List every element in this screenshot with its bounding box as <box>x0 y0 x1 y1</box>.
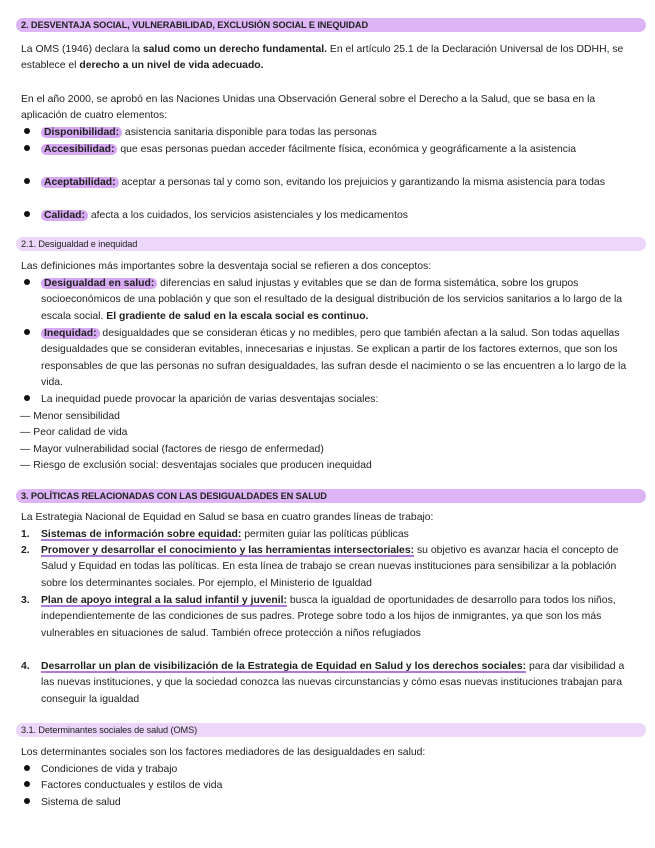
bullet-icon <box>24 329 30 335</box>
term-highlight: Inequidad: <box>41 328 100 339</box>
bullet-icon <box>24 279 30 285</box>
item-text: diferencias en salud injustas y evitables que se dan de forma sistemática, sobre los grupos socioeconómicos de una población y que son el resultado de la desigual distribución de los servicios sanitarios a lo largo de la escala social. <box>41 278 623 322</box>
s31-list-item <box>21 762 635 778</box>
item-text: asistencia sanitaria disponible para todas las personas <box>122 127 377 138</box>
bullet-icon <box>24 145 30 151</box>
section-3-heading <box>16 489 646 503</box>
dash-item: — Menor sensibilidad <box>20 411 120 422</box>
term-highlight: Accesibilidad: <box>41 144 117 155</box>
bullet-icon <box>24 798 30 804</box>
section-3-1-title: 3.1. Determinantes sociales de salud (OMS) <box>21 725 198 735</box>
term-underlined: Plan de apoyo integral a la salud infantil y juvenil: <box>41 595 287 606</box>
s21-intro: Las definiciones más importantes sobre la desventaja social se refieren a dos conceptos: <box>21 261 432 272</box>
s3-list-item <box>21 593 635 642</box>
item-text: busca la igualdad de oportunidades de desarrollo para todos los niños, independientemente de las condiciones de sus padres. Protege sobre todo a los hijos de inmigrantes, ya que son los más vulnerables en situaciones de salud. También ofrece protección a niños refugiados <box>41 595 616 639</box>
bullet-icon <box>24 781 30 787</box>
s2-list-item <box>21 208 635 224</box>
section-3-1-heading <box>16 723 646 737</box>
term-highlight: Calidad: <box>41 210 88 221</box>
term-underlined: Sistemas de información sobre equidad: <box>41 529 242 540</box>
section-2-1-heading <box>16 237 646 251</box>
section-3-title: 3. POLÍTICAS RELACIONADAS CON LAS DESIGUALDADES EN SALUD <box>21 491 327 501</box>
term-highlight: Aceptabilidad: <box>41 177 119 188</box>
s2-p1-bold-d: derecho a un nivel de vida adecuado. <box>79 60 264 72</box>
s31-intro: Los determinantes sociales son los factores mediadores de las desigualdades en salud: <box>21 747 426 758</box>
s3-list-item <box>21 543 635 592</box>
item-text: Condiciones de vida y trabajo <box>41 764 178 775</box>
s2-paragraph-2: En el año 2000, se aprobó en las Naciones Unidas una Observación General sobre el Derecho a la Salud, que se basa en la aplicación de cuatro elementos: <box>21 94 596 122</box>
s2-list-item <box>21 142 635 158</box>
s3-list-item <box>21 659 635 708</box>
dash-item: — Peor calidad de vida <box>20 427 128 438</box>
dash-item: — Mayor vulnerabilidad social (factores de riesgo de enfermedad) <box>20 444 324 455</box>
section-2-heading <box>16 18 646 32</box>
s2-p1-text-a: La OMS (1946) declara la <box>21 44 143 55</box>
term-underlined: Promover y desarrollar el conocimiento y las herramientas intersectoriales: <box>41 545 415 556</box>
item-text: que esas personas puedan acceder fácilmente física, económica y geográficamente a la asistencia <box>117 144 577 155</box>
s31-list-item <box>21 778 635 794</box>
item-text: afecta a los cuidados, los servicios asistenciales y los medicamentos <box>88 210 408 221</box>
item-text: La inequidad puede provocar la aparición de varias desventajas sociales: <box>41 394 379 405</box>
s3-intro: La Estrategia Nacional de Equidad en Salud se basa en cuatro grandes líneas de trabajo: <box>21 512 434 523</box>
s21-list-item <box>21 392 635 408</box>
item-bold-text: El gradiente de salud en la escala social es continuo. <box>106 310 369 322</box>
item-text: Factores conductuales y estilos de vida <box>41 780 223 791</box>
term-highlight: Desigualdad en salud: <box>41 278 157 289</box>
term-highlight: Disponibilidad: <box>41 127 122 138</box>
bullet-icon <box>24 178 30 184</box>
s2-paragraph-1 <box>21 42 638 75</box>
item-number: 3. <box>21 595 30 606</box>
section-2-title: 2. DESVENTAJA SOCIAL, VULNERABILIDAD, EXCLUSIÓN SOCIAL E INEQUIDAD <box>21 20 368 30</box>
item-text: aceptar a personas tal y como son, evitando los prejuicios y garantizando la misma asistencia para todas <box>118 177 605 188</box>
bullet-icon <box>24 128 30 134</box>
item-text: Sistema de salud <box>41 797 121 808</box>
item-number: 4. <box>21 661 30 672</box>
s2-p1-bold-b: salud como un derecho fundamental. <box>142 44 328 55</box>
item-text: su objetivo es avanzar hacia el concepto de Salud y Equidad en todas las políticas. En esta línea de trabajo se crean nuevas instituciones para sensibilizar a la población sobre los determinantes sociales. Por ejemplo, el Ministerio de Igualdad <box>41 545 619 589</box>
s2-list-item <box>21 125 635 141</box>
item-text: permiten guiar las políticas públicas <box>241 529 409 540</box>
dash-item: — Riesgo de exclusión social: desventajas sociales que producen inequidad <box>20 460 372 471</box>
term-underlined: Desarrollar un plan de visibilización de la Estrategia de Equidad en Salud y los derechos sociales: <box>41 661 527 672</box>
s2-list-item <box>21 175 635 191</box>
s3-list-item <box>21 527 635 543</box>
section-2-1-title: 2.1. Desigualdad e inequidad <box>21 239 138 249</box>
item-text: para dar visibilidad a las nuevas instituciones, y que la sociedad conozca las nuevas circunstancias y cómo esas nuevas instituciones trabajan para conseguir la igualdad <box>41 661 625 705</box>
bullet-icon <box>24 211 30 217</box>
s21-list-item <box>21 276 635 325</box>
item-number: 1. <box>21 529 30 540</box>
bullet-icon <box>24 765 30 771</box>
item-number: 2. <box>21 545 30 556</box>
s31-list-item <box>21 795 635 811</box>
s21-list-item <box>21 326 635 392</box>
item-text: desigualdades que se consideran éticas y no medibles, pero que también afectan a la salud. Son todas aquellas desigualdades que se consideran evitables, innecesarias e injustas. Se explican a partir de los factores externos, que son los responsables de que las personas no sufran desigualdades, las sufran desde el nacimiento o se las encuentren a lo largo de la vida. <box>41 328 627 389</box>
s2-p1-text-c: En el artículo 25.1 de la Declaración Universal de los DDHH, se establece el <box>21 44 624 72</box>
bullet-icon <box>24 395 30 401</box>
